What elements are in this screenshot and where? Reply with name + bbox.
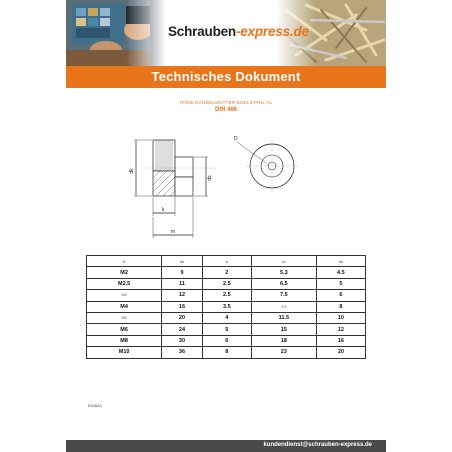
table-cell: 2.5 — [202, 278, 251, 289]
table-cell: 23 — [251, 347, 316, 358]
table-row — [87, 301, 366, 312]
label-ds: ds — [207, 175, 213, 181]
table-cell: 10 — [316, 312, 365, 323]
table-cell: 12 — [162, 290, 203, 301]
table-cell: 5 — [202, 324, 251, 335]
table-cell: 8 — [202, 347, 251, 358]
dimension-table — [86, 255, 366, 359]
table-cell: 11 — [162, 278, 203, 289]
table-cell: 6 — [316, 290, 365, 301]
table-cell: 8 — [316, 301, 365, 312]
table-header-cell: dk — [162, 256, 203, 267]
banner-title: Technisches Dokument — [66, 66, 386, 88]
table-cell: 16 — [162, 301, 203, 312]
table-cell: 20 — [316, 347, 365, 358]
table-header-cell: k — [202, 256, 251, 267]
table-cell: 16 — [316, 335, 365, 346]
label-k: k — [161, 207, 165, 213]
table-row — [87, 290, 366, 301]
table-cell: 2.5 — [202, 290, 251, 301]
technical-drawing — [66, 128, 386, 243]
table-header-row — [87, 256, 366, 267]
table-cell: 30 — [162, 335, 203, 346]
document-standard: DIN 466 — [214, 107, 237, 113]
table-cell: 15 — [251, 324, 316, 335]
footer-bar — [66, 440, 386, 452]
top-view — [237, 140, 298, 192]
table-cell: 36 — [162, 347, 203, 358]
table-cell: 11.5 — [251, 312, 316, 323]
table-cell: M2.5 — [87, 278, 162, 289]
table-cell: M2 — [87, 267, 162, 278]
brand-accent: -express.de — [235, 24, 309, 39]
table-cell: 12 — [316, 324, 365, 335]
table-cell: 6 — [202, 335, 251, 346]
table-cell: 18 — [251, 335, 316, 346]
table-cell: 24 — [162, 324, 203, 335]
table-header-cell: ds — [316, 256, 365, 267]
table-cell: 6.5 — [251, 278, 316, 289]
side-view — [134, 140, 216, 238]
brand-logo — [168, 24, 309, 39]
table-cell: M8 — [87, 335, 162, 346]
table-row — [87, 278, 366, 289]
table-cell: 2 — [202, 267, 251, 278]
table-header-cell: D — [87, 256, 162, 267]
label-d: D — [234, 136, 238, 142]
label-dk: dk — [129, 168, 135, 174]
table-header-cell: m — [251, 256, 316, 267]
table-cell: 20 — [162, 312, 203, 323]
footer-email[interactable]: kundendienst@schrauben-express.de — [263, 442, 372, 448]
document-subtitle: HOHE RÄNDELMUTTER EDELSTAHL A1 — [179, 100, 273, 105]
table-cell: 5 — [316, 278, 365, 289]
table-cell: 9 — [162, 267, 203, 278]
table-cell: M10 — [87, 347, 162, 358]
table-row — [87, 324, 366, 335]
table-cell: 5.3 — [251, 267, 316, 278]
table-row — [87, 267, 366, 278]
table-row — [87, 312, 366, 323]
label-m: m — [170, 229, 176, 235]
table-row — [87, 335, 366, 346]
article-code: ES46A1 — [88, 404, 102, 408]
table-cell: 7.5 — [251, 290, 316, 301]
table-cell: 4 — [202, 312, 251, 323]
document-page — [66, 0, 386, 452]
brand-main: Schrauben — [168, 24, 236, 39]
table-cell: 9.5 — [251, 301, 316, 312]
table-row — [87, 347, 366, 358]
table-cell: M6 — [87, 324, 162, 335]
table-cell: 3.5 — [202, 301, 251, 312]
table-cell: 4.5 — [316, 267, 365, 278]
table-cell: M4 — [87, 301, 162, 312]
table-cell: M5 — [87, 312, 162, 323]
table-cell: M3 — [87, 290, 162, 301]
